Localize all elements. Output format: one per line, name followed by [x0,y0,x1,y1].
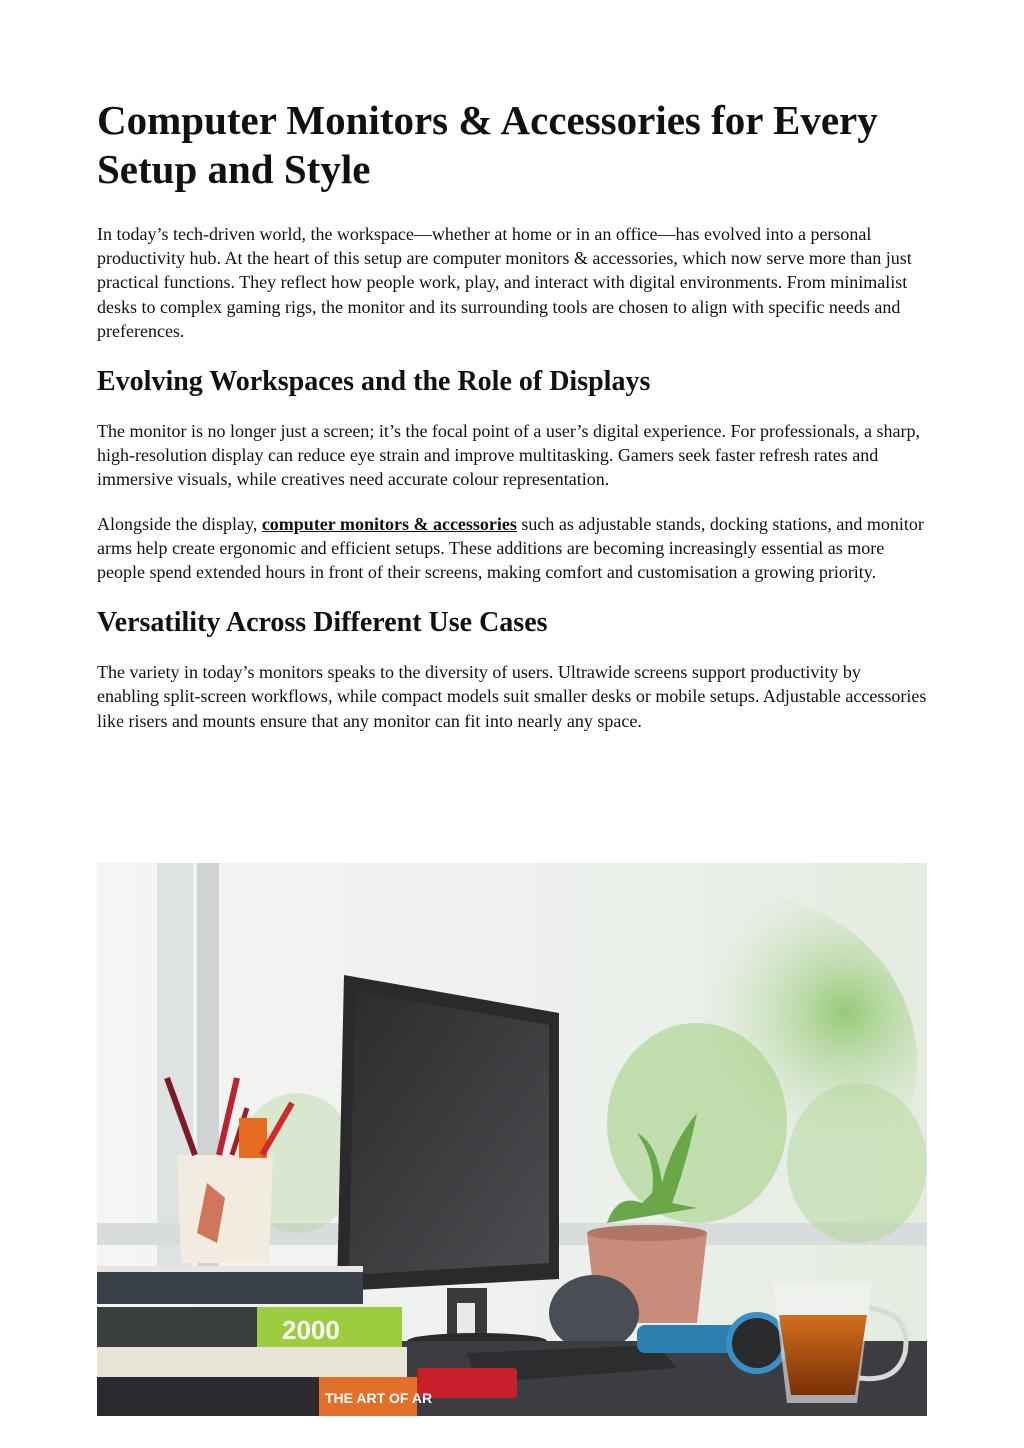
paragraph-text: such as adjustable stands, docking stations, and monitor arms help create ergonomic and efficient setups. These additions are becoming increasingly essential as more people spend extended hours in front of their screens, making comfort and customisation a growing priority. [97,513,924,583]
page-title: Computer Monitors & Accessories for Every Setup and Style [97,97,878,192]
versatility-paragraph: The variety in today’s monitors speaks to the diversity of users. Ultrawide screens support productivity by enabling split-screen workflows, while compact models suit smaller desks or mobile setups. Adjustable accessories like risers and mounts ensure that any monitor can fit into nearly any space. [97,662,927,731]
displays-paragraph-1: The monitor is no longer just a screen; it’s the focal point of a user’s digital experience. For professionals, a sharp, high-resolution display can reduce eye strain and improve multitasking. Gamers seek faster refresh rates and immersive visuals, while creatives need accurate colour representation. [97,421,920,490]
desk-setup-photo [97,863,927,1416]
headphones-earcup [729,1315,785,1371]
accessories-link[interactable]: computer monitors & accessories [261,513,517,534]
desk-photo-illustration [97,863,927,1416]
figurine [549,1275,639,1351]
pencil-cup [177,1155,273,1263]
section-heading-versatility: Versatility Across Different Use Cases [97,607,548,639]
book-label-2000: 2000 [282,1315,340,1345]
monitor-screen [349,991,549,1275]
book-cream [97,1347,407,1377]
section-heading-displays: Evolving Workspaces and the Role of Displays [97,366,651,398]
paragraph-text: Alongside the display, [97,513,262,534]
displays-paragraph-2 [97,512,927,585]
intro-paragraph: In today’s tech-driven world, the workspace—whether at home or in an office—has evolved into a personal productivity hub. At the heart of this setup are computer monitors & accessories, which now serve more than just practical functions. They reflect how people work, play, and interact with digital environments. From minimalist desks to complex gaming rigs, the monitor and its surrounding tools are chosen to align with specific needs and preferences. [97,224,912,341]
book-label-art-of-ar: THE ART OF AR [325,1390,433,1406]
tea [779,1315,867,1395]
article [97,96,927,753]
